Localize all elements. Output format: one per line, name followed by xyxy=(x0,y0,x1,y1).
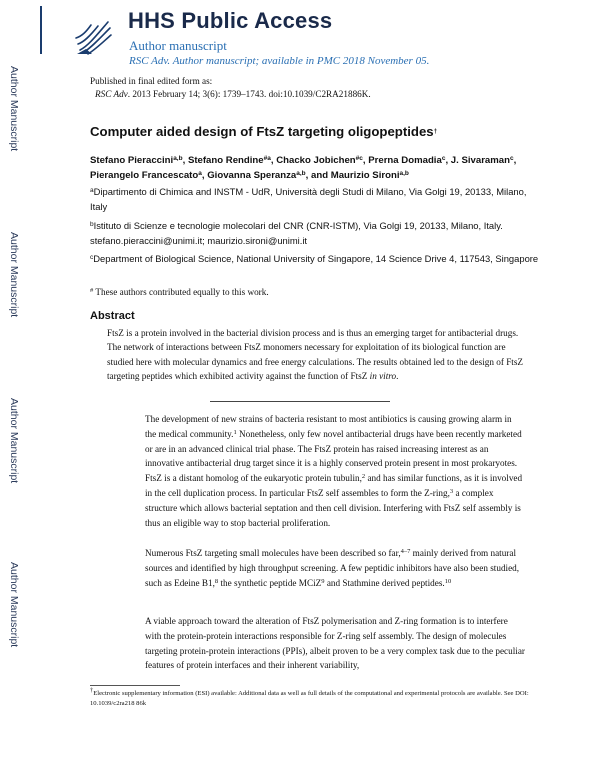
hhs-eagle-logo-icon xyxy=(74,16,114,58)
author-name: Prerna Domadia xyxy=(368,155,442,166)
author-affiliation-mark: c xyxy=(441,155,446,162)
author-affiliation-mark: #a xyxy=(263,155,271,162)
affiliation-b: $^b$Istituto di Scienze e tecnologie molecolari del CNR (CNR-ISTM), Via Golgi 19, 20133, Milano, Italy. stefano.pieraccini@unimi.it; maurizio.sironi@unimi.it xyxy=(90,220,503,246)
author-separator: , xyxy=(513,155,517,166)
abstract-heading: Abstract xyxy=(90,310,135,322)
citation-line: RSC Adv. 2013 February 14; 3(6): 1739–1743. doi:10.1039/C2RA21886K. xyxy=(95,89,371,99)
side-label-author-manuscript: Author Manuscript xyxy=(8,232,20,318)
journal-availability-line: RSC Adv. Author manuscript; available in PMC 2018 November 05. xyxy=(129,55,430,67)
author-name: Pierangelo Francescato xyxy=(90,170,199,181)
equal-contribution-note: # These authors contributed equally to this work. xyxy=(90,287,269,297)
body-paragraph-2: Numerous FtsZ targeting small molecules have been described so far,$^{4-7}$ mainly derived from natural sources and identified by high throughput screening. A few peptidic inhibitors have also been studied, such as Edeine B1,$^8$ the synthetic peptide MCiZ$^9$ and Stathmine derived peptides.$^{10}$ xyxy=(145,548,520,588)
body-paragraph-1: The development of new strains of bacteria resistant to most antibiotics is causing growing alarm in the medical community.$^1$ Nonetheless, only few novel antibacterial drugs have been recently marketed or are in an advanced clinical trial phase. The FtsZ protein has raised increasing interest as an innovative antibacterial drug target since it is a highly conserved protein present in most prokaryotes. FtsZ is a distant homolog of the eukaryotic protein tubulin,$^2$ and has similar functions, as it is involved in the cell duplication process. In particular FtsZ self assembles to form the Z-ring,$^3$ a complex structure which allows bacterial septation and then cell division. Interfering with FtsZ self assembly is thus an eligible way to stop bacterial proliferation. xyxy=(145,414,523,528)
author-affiliation-mark: a,b xyxy=(296,170,306,177)
hhs-public-access-title: HHS Public Access xyxy=(128,8,333,33)
author-name: J. Sivaraman xyxy=(450,155,510,166)
author-manuscript-label: Author manuscript xyxy=(129,38,227,53)
side-label-author-manuscript: Author Manuscript xyxy=(8,398,20,484)
author-name: Stefano Rendine xyxy=(187,155,264,166)
affiliation-a: $^a$Dipartimento di Chimica and INSTM - UdR, Università degli Studi di Milano, Via Golgi 19, 20133, Milano, Italy xyxy=(90,186,527,212)
author-affiliation-mark: a,b xyxy=(173,155,183,162)
footnote-divider xyxy=(90,685,180,686)
author-affiliation-mark: #c xyxy=(355,155,363,162)
author-separator: , and xyxy=(305,170,331,181)
side-label-author-manuscript: Author Manuscript xyxy=(8,66,20,152)
author-separator: , xyxy=(445,155,451,166)
published-in-label: Published in final edited form as: xyxy=(90,76,213,86)
paper-title: Computer aided design of FtsZ targeting oligopeptides† xyxy=(90,124,438,139)
author-list xyxy=(90,153,535,183)
author-name: Maurizio Sironi xyxy=(330,170,400,181)
author-separator: , xyxy=(201,170,208,181)
side-label-author-manuscript: Author Manuscript xyxy=(8,562,20,648)
author-separator: , xyxy=(270,155,277,166)
author-affiliation-mark: a,b xyxy=(399,170,409,177)
section-divider xyxy=(210,401,390,402)
author-separator: , xyxy=(182,155,188,166)
body-paragraph-3: A viable approach toward the alteration of FtsZ polymerisation and Z-ring formation is to interfere with the protein-protein interactions responsible for Z-ring self assembly. The design of molecules targeting protein-protein interactions (PPIs), albeit proven to be a very complex task due to the peculiar features of protein interfaces and their inherent variability, xyxy=(145,616,525,671)
author-name: Giovanna Speranza xyxy=(207,170,297,181)
header-divider xyxy=(40,6,42,54)
affiliation-c: $^c$Department of Biological Science, National University of Singapore, 14 Science Drive 4, 117543, Singapore xyxy=(90,253,539,264)
author-name: Chacko Jobichen xyxy=(276,155,356,166)
author-affiliation-mark: a xyxy=(198,170,202,177)
author-affiliation-mark: c xyxy=(510,155,514,162)
author-name: Stefano Pieraccini xyxy=(90,155,174,166)
abstract-text: FtsZ is a protein involved in the bacterial division process and is thus an emerging target for antibacterial drugs. The network of interactions between FtsZ monomers necessary for exploitation of its biological function are studied here with molecular dynamics and free energy calculations. The results obtained led to the design of FtsZ targeting peptides which exhibited activity against the function of FtsZ in vitro. xyxy=(107,328,524,382)
esi-footnote: †Electronic supplementary information (ESI) available: Additional data as well as full details of the computational and experimental protocols are available. See DOI: 10.1039/c2ra218 86k xyxy=(90,687,529,707)
author-separator: , xyxy=(362,155,369,166)
